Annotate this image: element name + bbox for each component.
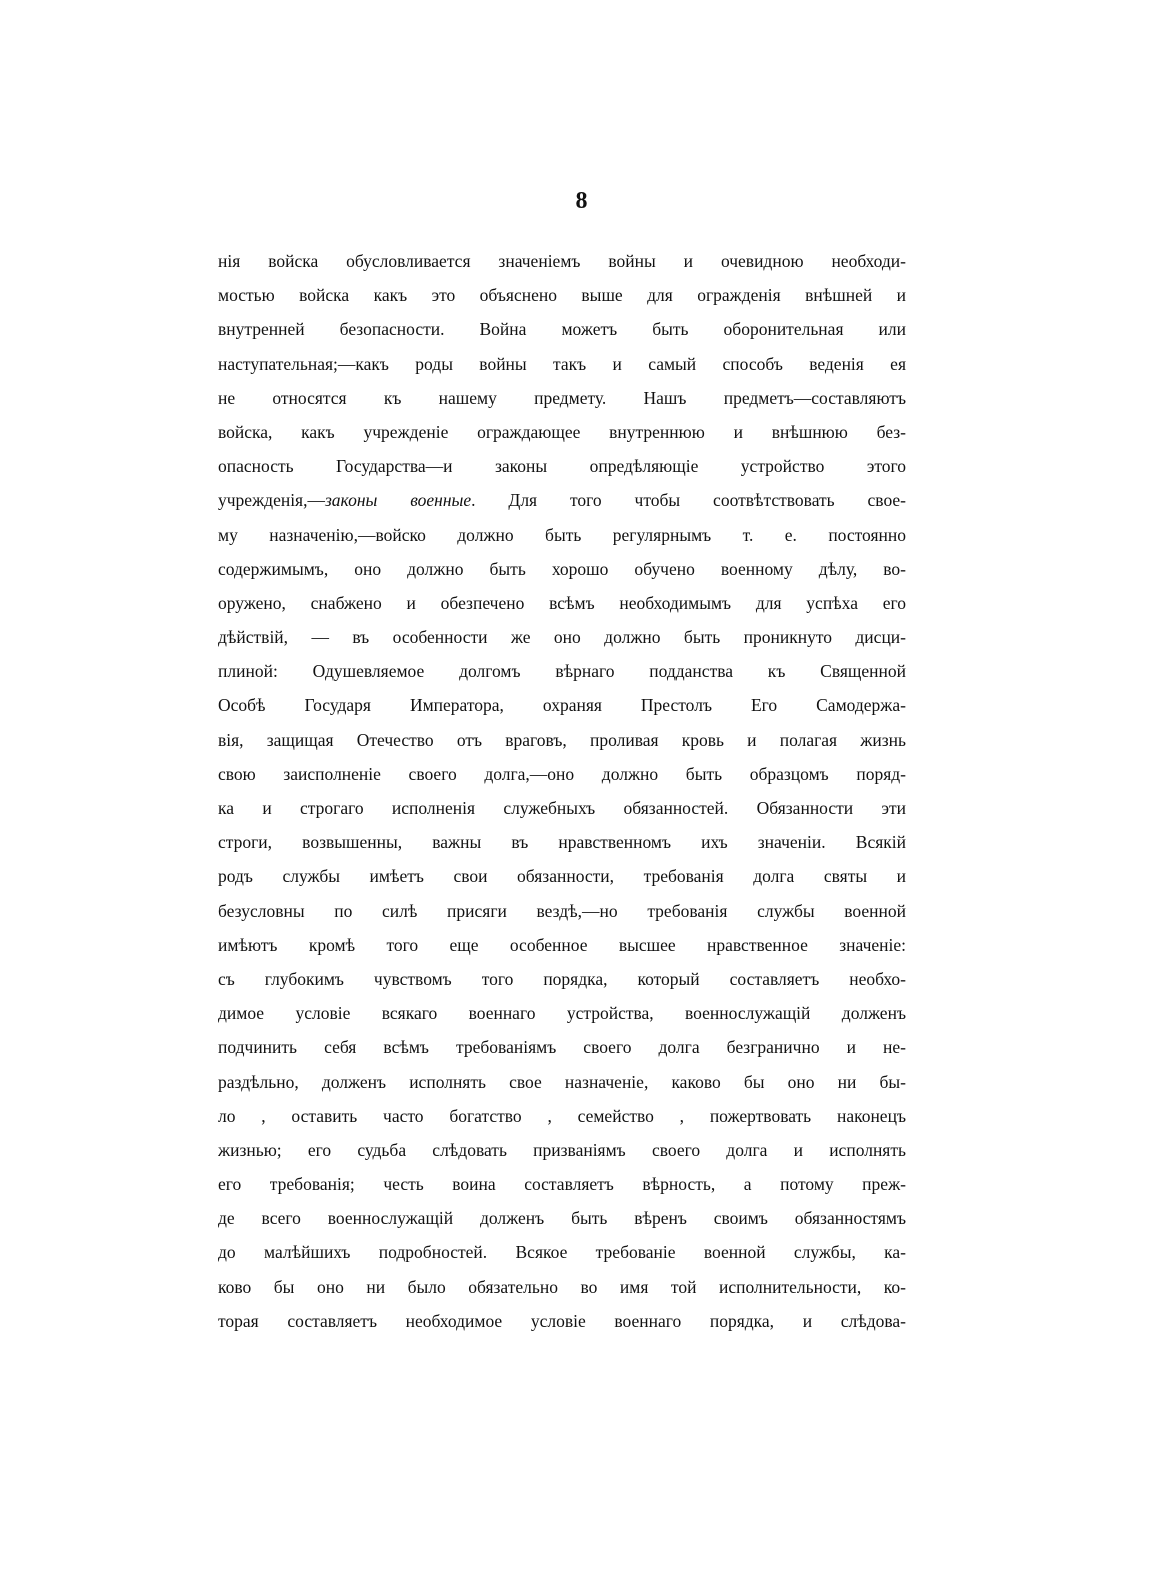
text-line: торая составляетъ необходимое условіе военнаго порядка, и слѣдова- xyxy=(218,1310,906,1331)
text-line: оружено, снабжено и обезпечено всѣмъ необходимымъ для успѣха его xyxy=(218,592,906,613)
text-line: Особѣ Государя Императора, охраняя Престолъ Его Самодержа- xyxy=(218,695,906,716)
text-line: безусловны по силѣ присяги вездѣ,—но требованія службы военной xyxy=(218,900,906,921)
text-line: свою заисполненіе своего долга,—оно должно быть образцомъ поряд- xyxy=(218,763,906,784)
text-line: внутренней безопасности. Война можетъ быть оборонительная или xyxy=(218,319,906,340)
text-segment: учрежденія,— xyxy=(218,490,325,511)
page-number: 8 xyxy=(575,188,588,214)
text-line: дѣйствій, — въ особенности же оно должно быть проникнуто дисци- xyxy=(218,627,906,648)
text-line: вія, защищая Отечество отъ враговъ, проливая кровь и полагая жизнь xyxy=(218,729,906,750)
text-line: плиной: Одушевляемое долгомъ вѣрнаго подданства къ Священной xyxy=(218,661,906,682)
text-line: родъ службы имѣетъ свои обязанности, требованія долга святы и xyxy=(218,866,906,887)
text-line: раздѣльно, долженъ исполнять свое назначеніе, каково бы оно ни бы- xyxy=(218,1071,906,1092)
text-line: не относятся къ нашему предмету. Нашъ предметъ—составляютъ xyxy=(218,387,906,408)
text-line: съ глубокимъ чувствомъ того порядка, который составляетъ необхо- xyxy=(218,968,906,989)
text-line-with-emphasis xyxy=(218,483,906,517)
text-line: его требованія; честь воина составляетъ вѣрность, а потому преж- xyxy=(218,1174,906,1195)
text-line: димое условіе всякаго военнаго устройства, военнослужащій долженъ xyxy=(218,1003,906,1024)
text-line: имѣютъ кромѣ того еще особенное высшее нравственное значеніе: xyxy=(218,934,906,955)
text-line: ково бы оно ни было обязательно во имя той исполнительности, ко- xyxy=(218,1276,906,1297)
text-line: жизнью; его судьба слѣдовать призваніямъ своего долга и исполнять xyxy=(218,1139,906,1160)
text-line: наступательная;—какъ роды войны такъ и самый способъ веденія ея xyxy=(218,353,906,374)
text-segment: . Для того чтобы соотвѣтствовать свое- xyxy=(471,490,906,511)
text-line: опасность Государства—и законы опредѣляющіе устройство этого xyxy=(218,456,906,477)
text-line: нія войска обусловливается значеніемъ войны и очевидною необходи- xyxy=(218,251,906,271)
text-line: ло , оставить часто богатство , семейство , пожертвовать наконецъ xyxy=(218,1105,906,1126)
text-line: подчинить себя всѣмъ требованіямъ своего долга безгранично и не- xyxy=(218,1037,906,1058)
text-line: войска, какъ учрежденіе ограждающее внутреннюю и внѣшнюю без- xyxy=(218,421,906,442)
text-line: содержимымъ, оно должно быть хорошо обучено военному дѣлу, во- xyxy=(218,558,906,579)
text-line: де всего военнослужащій долженъ быть вѣренъ своимъ обязанностямъ xyxy=(218,1208,906,1229)
text-line: ка и строгаго исполненія служебныхъ обязанностей. Обязанности эти xyxy=(218,798,906,818)
body-text xyxy=(218,244,906,1338)
text-line: строги, возвышенны, важны въ нравственномъ ихъ значеніи. Всякій xyxy=(218,832,906,853)
text-line: му назначенію,—войско должно быть регулярнымъ т. е. постоянно xyxy=(218,524,906,545)
text-line: мостью войска какъ это объяснено выше для огражденія внѣшней и xyxy=(218,285,906,306)
emphasized-text: законы военные xyxy=(324,490,472,511)
text-line: до малѣйшихъ подробностей. Всякое требованіе военной службы, ка- xyxy=(218,1242,906,1263)
